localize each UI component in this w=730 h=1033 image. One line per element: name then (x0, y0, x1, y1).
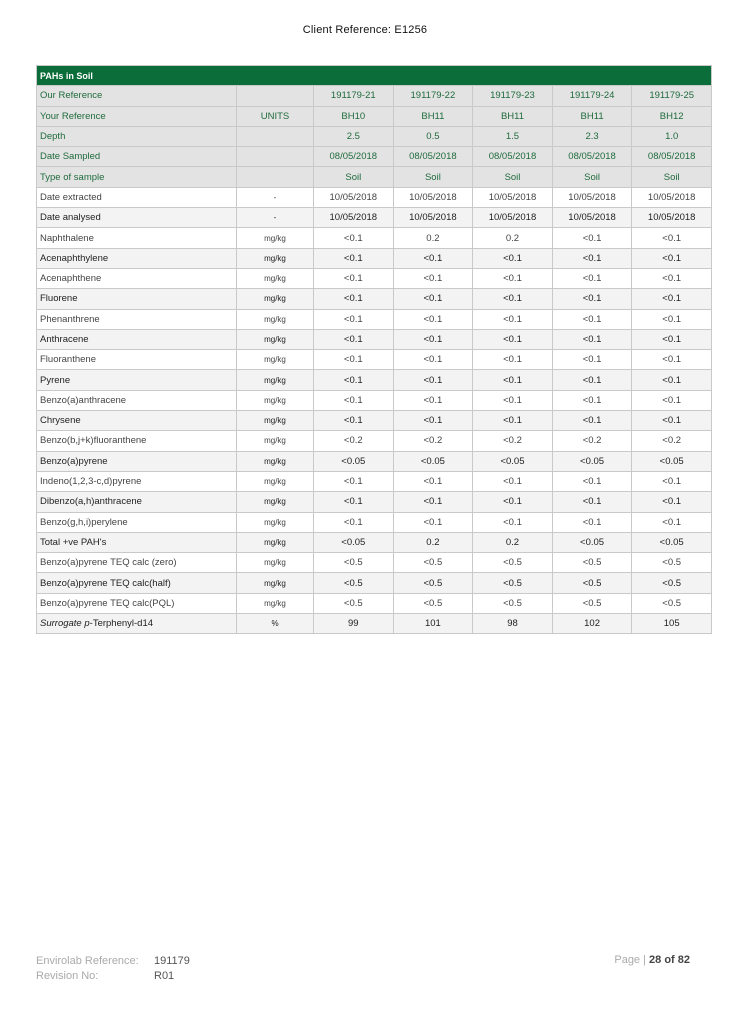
result-value: <0.1 (632, 350, 712, 370)
result-value: 10/05/2018 (552, 187, 632, 207)
result-value: <0.1 (393, 289, 473, 309)
table-row (37, 289, 712, 309)
result-value: <0.5 (632, 573, 712, 593)
result-value: <0.1 (552, 390, 632, 410)
result-value: <0.1 (632, 411, 712, 431)
result-value: <0.1 (552, 329, 632, 349)
result-value: <0.2 (632, 431, 712, 451)
table-row (37, 350, 712, 370)
analyte-name: Total +ve PAH's (37, 532, 237, 552)
result-value: <0.1 (632, 268, 712, 288)
sample-value: 191179-23 (473, 86, 553, 106)
result-value: <0.05 (552, 532, 632, 552)
result-value: <0.1 (314, 512, 394, 532)
analyte-name: Indeno(1,2,3-c,d)pyrene (37, 471, 237, 491)
page-indicator (540, 954, 690, 966)
analyte-unit: - (237, 208, 314, 228)
result-value: <0.1 (552, 309, 632, 329)
result-value: <0.05 (632, 532, 712, 552)
analyte-name: Fluoranthene (37, 350, 237, 370)
result-value: <0.1 (473, 309, 553, 329)
result-value: <0.1 (393, 329, 473, 349)
result-value: <0.05 (552, 451, 632, 471)
table-row (37, 411, 712, 431)
analyte-unit: mg/kg (237, 309, 314, 329)
analyte-unit: mg/kg (237, 411, 314, 431)
analyte-name: Benzo(a)pyrene (37, 451, 237, 471)
revision-value: R01 (154, 970, 175, 982)
result-value: <0.1 (393, 309, 473, 329)
sample-value: 08/05/2018 (393, 147, 473, 167)
analyte-name: Phenanthrene (37, 309, 237, 329)
result-value: <0.2 (552, 431, 632, 451)
table-title: PAHs in Soil (37, 66, 712, 86)
analyte-unit: mg/kg (237, 431, 314, 451)
result-value: <0.1 (473, 390, 553, 410)
result-value: <0.1 (552, 350, 632, 370)
analyte-unit: mg/kg (237, 492, 314, 512)
result-value: <0.1 (552, 492, 632, 512)
result-value: <0.1 (393, 390, 473, 410)
analyte-name: Naphthalene (37, 228, 237, 248)
table-row (37, 431, 712, 451)
result-value: 10/05/2018 (473, 187, 553, 207)
table-row (37, 553, 712, 573)
row-label: Our Reference (37, 86, 237, 106)
sample-value: BH11 (473, 106, 553, 126)
result-value: <0.1 (552, 512, 632, 532)
sample-value: BH11 (393, 106, 473, 126)
meta-row (37, 167, 712, 187)
analyte-name: Benzo(b,j+k)fluoranthene (37, 431, 237, 451)
result-value: <0.1 (393, 512, 473, 532)
table-row (37, 187, 712, 207)
result-value: <0.2 (314, 431, 394, 451)
result-value: <0.2 (473, 431, 553, 451)
surrogate-value: 98 (473, 614, 553, 634)
analyte-name: Fluorene (37, 289, 237, 309)
analyte-unit: mg/kg (237, 471, 314, 491)
analyte-name: Benzo(a)pyrene TEQ calc (zero) (37, 553, 237, 573)
result-value: <0.1 (393, 248, 473, 268)
result-value: <0.05 (473, 451, 553, 471)
result-value: 0.2 (393, 532, 473, 552)
sample-value: BH10 (314, 106, 394, 126)
result-value: <0.1 (393, 268, 473, 288)
analyte-name: Date extracted (37, 187, 237, 207)
result-value: <0.5 (314, 573, 394, 593)
result-value: <0.5 (393, 553, 473, 573)
table-row (37, 228, 712, 248)
sample-value: BH11 (552, 106, 632, 126)
analyte-name: Acenaphthene (37, 268, 237, 288)
result-value: <0.1 (314, 268, 394, 288)
result-value: <0.1 (632, 228, 712, 248)
sample-value: Soil (473, 167, 553, 187)
analyte-unit: - (237, 187, 314, 207)
row-label: Date Sampled (37, 147, 237, 167)
result-value: <0.1 (314, 390, 394, 410)
sample-value: 08/05/2018 (314, 147, 394, 167)
result-value: 0.2 (473, 228, 553, 248)
result-value: <0.1 (632, 309, 712, 329)
analyte-unit: mg/kg (237, 512, 314, 532)
result-value: <0.5 (393, 593, 473, 613)
result-value: <0.1 (552, 248, 632, 268)
result-value: <0.1 (314, 370, 394, 390)
surrogate-row (37, 614, 712, 634)
result-value: <0.5 (473, 553, 553, 573)
result-value: <0.1 (552, 289, 632, 309)
footer-left (36, 954, 190, 984)
result-value: <0.1 (393, 471, 473, 491)
table-row (37, 329, 712, 349)
analyte-unit: mg/kg (237, 350, 314, 370)
result-value: <0.1 (393, 370, 473, 390)
table-row (37, 593, 712, 613)
analyte-unit: mg/kg (237, 228, 314, 248)
analyte-name: Benzo(a)pyrene TEQ calc(PQL) (37, 593, 237, 613)
result-value: <0.1 (314, 471, 394, 491)
row-unit: UNITS (237, 106, 314, 126)
result-value: <0.1 (473, 329, 553, 349)
analyte-name: Date analysed (37, 208, 237, 228)
analyte-unit: mg/kg (237, 593, 314, 613)
result-value: <0.1 (314, 228, 394, 248)
sample-value: Soil (314, 167, 394, 187)
table-row (37, 248, 712, 268)
result-value: <0.1 (314, 411, 394, 431)
result-value: <0.5 (552, 573, 632, 593)
table-row (37, 370, 712, 390)
result-value: <0.1 (314, 350, 394, 370)
sample-value: BH12 (632, 106, 712, 126)
table-row (37, 492, 712, 512)
sample-value: 191179-22 (393, 86, 473, 106)
result-value: <0.1 (632, 248, 712, 268)
sample-value: 08/05/2018 (473, 147, 553, 167)
result-value: <0.1 (632, 471, 712, 491)
surrogate-value: 102 (552, 614, 632, 634)
analyte-unit: mg/kg (237, 370, 314, 390)
result-value: <0.5 (393, 573, 473, 593)
result-value: <0.1 (473, 350, 553, 370)
result-value: <0.1 (473, 248, 553, 268)
surrogate-label-rest: -Terphenyl-d14 (89, 618, 154, 630)
client-reference-header: Client Reference: E1256 (302, 24, 428, 36)
result-value: <0.1 (632, 492, 712, 512)
result-value: <0.1 (314, 309, 394, 329)
table-row (37, 390, 712, 410)
result-value: 10/05/2018 (393, 187, 473, 207)
result-value: <0.5 (552, 593, 632, 613)
result-value: 10/05/2018 (632, 187, 712, 207)
result-value: 10/05/2018 (314, 187, 394, 207)
surrogate-name (37, 614, 237, 634)
sample-value: 1.0 (632, 126, 712, 146)
result-value: <0.5 (552, 553, 632, 573)
pahs-in-soil-table (36, 65, 712, 634)
result-value: <0.5 (632, 593, 712, 613)
analyte-unit: mg/kg (237, 268, 314, 288)
result-value: 10/05/2018 (314, 208, 394, 228)
sample-value: Soil (552, 167, 632, 187)
result-value: <0.05 (314, 451, 394, 471)
analyte-unit: mg/kg (237, 532, 314, 552)
result-value: <0.2 (393, 431, 473, 451)
meta-row (37, 106, 712, 126)
result-value: <0.1 (473, 268, 553, 288)
result-value: <0.5 (473, 573, 553, 593)
meta-row (37, 86, 712, 106)
surrogate-unit: % (237, 614, 314, 634)
result-value: 10/05/2018 (393, 208, 473, 228)
sample-value: Soil (632, 167, 712, 187)
result-value: 0.2 (473, 532, 553, 552)
table-title-row (37, 66, 712, 86)
analyte-unit: mg/kg (237, 248, 314, 268)
result-value: <0.1 (393, 411, 473, 431)
result-value: 10/05/2018 (632, 208, 712, 228)
envirolab-reference-label: Envirolab Reference: (36, 955, 139, 967)
sample-value: 08/05/2018 (632, 147, 712, 167)
table-row (37, 532, 712, 552)
result-value: <0.1 (473, 492, 553, 512)
analyte-name: Benzo(a)pyrene TEQ calc(half) (37, 573, 237, 593)
table-row (37, 471, 712, 491)
result-value: <0.5 (632, 553, 712, 573)
sample-value: 191179-25 (632, 86, 712, 106)
analyte-unit: mg/kg (237, 289, 314, 309)
result-value: <0.1 (314, 248, 394, 268)
result-value: <0.1 (393, 492, 473, 512)
revision-label: Revision No: (36, 970, 99, 982)
result-value: <0.1 (393, 350, 473, 370)
analyte-name: Benzo(a)anthracene (37, 390, 237, 410)
result-value: <0.1 (473, 471, 553, 491)
analyte-name: Anthracene (37, 329, 237, 349)
envirolab-reference-value: 191179 (154, 955, 190, 967)
result-value: <0.1 (473, 512, 553, 532)
result-value: 0.2 (393, 228, 473, 248)
result-value: <0.1 (473, 289, 553, 309)
row-unit (237, 126, 314, 146)
result-value: <0.5 (473, 593, 553, 613)
analyte-unit: mg/kg (237, 573, 314, 593)
table-row (37, 268, 712, 288)
result-value: 10/05/2018 (552, 208, 632, 228)
result-value: <0.05 (314, 532, 394, 552)
surrogate-value: 101 (393, 614, 473, 634)
sample-value: 1.5 (473, 126, 553, 146)
analyte-name: Dibenzo(a,h)anthracene (37, 492, 237, 512)
row-unit (237, 167, 314, 187)
table-row (37, 451, 712, 471)
analyte-unit: mg/kg (237, 390, 314, 410)
table-row (37, 208, 712, 228)
result-value: <0.1 (632, 512, 712, 532)
sample-value: 191179-24 (552, 86, 632, 106)
result-value: <0.1 (552, 268, 632, 288)
row-unit (237, 86, 314, 106)
table-row (37, 573, 712, 593)
sample-value: 0.5 (393, 126, 473, 146)
row-label: Depth (37, 126, 237, 146)
sample-value: 2.5 (314, 126, 394, 146)
result-value: <0.1 (314, 492, 394, 512)
page-number: 28 of 82 (649, 954, 690, 966)
result-value: <0.1 (314, 289, 394, 309)
sample-value: Soil (393, 167, 473, 187)
result-value: <0.1 (632, 329, 712, 349)
row-unit (237, 147, 314, 167)
result-value: <0.1 (632, 390, 712, 410)
result-value: 10/05/2018 (473, 208, 553, 228)
analyte-unit: mg/kg (237, 451, 314, 471)
analyte-name: Chrysene (37, 411, 237, 431)
surrogate-label-italic: Surrogate p (40, 618, 90, 630)
analyte-name: Benzo(g,h,i)perylene (37, 512, 237, 532)
table-row (37, 309, 712, 329)
result-value: <0.1 (552, 471, 632, 491)
result-value: <0.1 (632, 370, 712, 390)
surrogate-value: 105 (632, 614, 712, 634)
result-value: <0.1 (632, 289, 712, 309)
sample-value: 191179-21 (314, 86, 394, 106)
result-value: <0.05 (632, 451, 712, 471)
result-value: <0.1 (552, 370, 632, 390)
result-value: <0.5 (314, 593, 394, 613)
sample-value: 08/05/2018 (552, 147, 632, 167)
result-value: <0.5 (314, 553, 394, 573)
sample-value: 2.3 (552, 126, 632, 146)
analyte-unit: mg/kg (237, 553, 314, 573)
surrogate-value: 99 (314, 614, 394, 634)
analyte-name: Pyrene (37, 370, 237, 390)
row-label: Type of sample (37, 167, 237, 187)
result-value: <0.1 (552, 228, 632, 248)
row-label: Your Reference (37, 106, 237, 126)
result-value: <0.1 (552, 411, 632, 431)
meta-row (37, 126, 712, 146)
analyte-name: Acenaphthylene (37, 248, 237, 268)
table-row (37, 512, 712, 532)
analyte-unit: mg/kg (237, 329, 314, 349)
page-label: Page | (614, 954, 646, 966)
result-value: <0.1 (473, 370, 553, 390)
result-value: <0.05 (393, 451, 473, 471)
meta-row (37, 147, 712, 167)
result-value: <0.1 (473, 411, 553, 431)
result-value: <0.1 (314, 329, 394, 349)
